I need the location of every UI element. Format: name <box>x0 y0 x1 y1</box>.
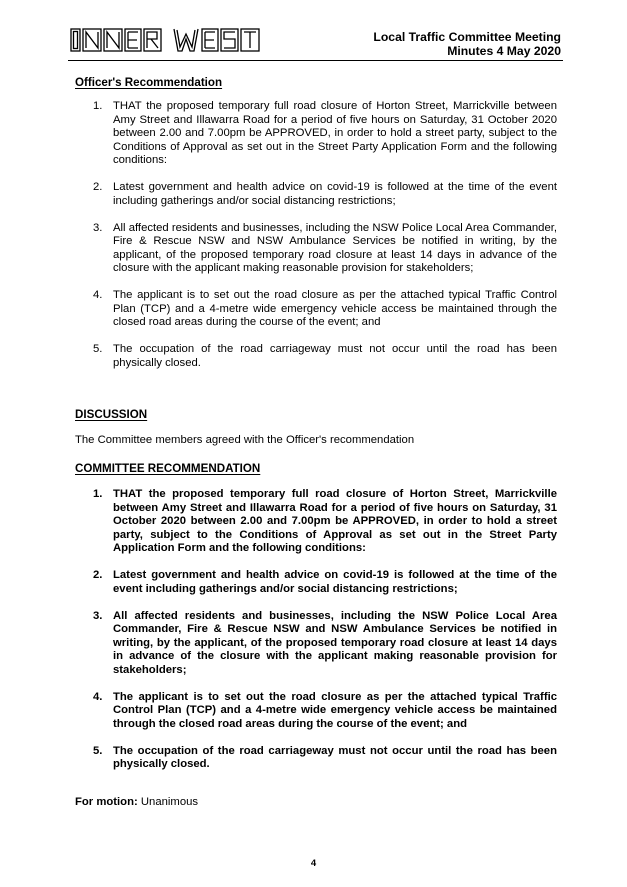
item-number: 3. <box>93 609 103 622</box>
recommendation-item <box>75 691 557 732</box>
recommendation-item <box>75 745 557 772</box>
item-text: The occupation of the road carriageway must not occur until the road has been physically closed. <box>113 343 557 369</box>
item-number: 4. <box>93 289 103 301</box>
page-number: 4 <box>310 858 317 869</box>
item-number: 1. <box>93 100 103 112</box>
item-text: Latest government and health advice on covid-19 is followed at the time of the event including gatherings and/or social distancing restrictions; <box>113 181 557 207</box>
committee-recommendation-heading: COMMITTEE RECOMMENDATION <box>75 462 261 475</box>
recommendation-item <box>75 488 557 556</box>
item-text: THAT the proposed temporary full road closure of Horton Street, Marrickville between Amy Street and Illawarra Road for a period of five hours on Saturday, 31 October 2020 between 2.00 and 7.00pm be APPROVED, in order to hold a street party, subject to the Conditions of Approval as set out in the Street Party Application Form and the following conditions: <box>113 488 557 554</box>
recommendation-item <box>75 222 557 276</box>
recommendation-item <box>75 181 557 208</box>
recommendation-item <box>75 610 557 678</box>
motion-line <box>75 796 198 808</box>
officers-recommendation-heading: Officer's Recommendation <box>75 76 223 89</box>
item-number: 5. <box>93 744 103 757</box>
meeting-date: Minutes 4 May 2020 <box>447 44 561 58</box>
motion-value: Unanimous <box>140 796 199 808</box>
recommendation-item <box>75 289 557 330</box>
item-number: 3. <box>93 221 103 234</box>
recommendation-item <box>75 100 557 168</box>
item-text: All affected residents and businesses, including the NSW Police Local Area Commander, Fire & Rescue NSW and NSW Ambulance Services be notified in writing, by the applicant, of the proposed temporary road closure at least 14 days in advance of the closure with the applicant making reasonable provision for stakeholders; <box>113 609 557 676</box>
officers-recommendation-list <box>75 100 557 384</box>
motion-label: For motion: <box>75 796 138 808</box>
item-number: 2. <box>93 181 103 193</box>
item-text: The applicant is to set out the road closure as per the attached typical Traffic Control Plan (TCP) and a 4-metre wide emergency vehicle access be maintained through the closed road areas during the course of the event; and <box>113 690 557 730</box>
recommendation-item <box>75 343 557 370</box>
item-text: THAT the proposed temporary full road closure of Horton Street, Marrickville between Amy Street and Illawarra Road for a period of five hours on Saturday, 31 October 2020 between 2.00 and 7.00pm be APPROVED, in order to hold a street party, subject to the Conditions of Approval as set out in the Street Party Application Form and the following conditions: <box>113 100 557 166</box>
item-text: The occupation of the road carriageway must not occur until the road has been physically closed. <box>113 744 557 770</box>
committee-recommendation-list <box>75 488 557 785</box>
meeting-title: Local Traffic Committee Meeting <box>373 30 561 44</box>
item-number: 4. <box>93 690 103 703</box>
inner-west-logo <box>70 27 270 53</box>
item-text: The applicant is to set out the road closure as per the attached typical Traffic Control Plan (TCP) and a 4-metre wide emergency vehicle access be maintained through the closed road areas during the course of the event; and <box>113 289 557 328</box>
item-number: 1. <box>93 488 103 500</box>
discussion-heading: DISCUSSION <box>75 408 148 421</box>
recommendation-item <box>75 569 557 596</box>
meeting-header <box>373 30 561 58</box>
discussion-text: The Committee members agreed with the Officer's recommendation <box>75 434 415 446</box>
header-divider <box>68 60 563 61</box>
item-text: All affected residents and businesses, including the NSW Police Local Area Commander, Fire & Rescue NSW and NSW Ambulance Services be notified in writing, by the applicant, of the proposed temporary road closure at least 14 days in advance of the closure with the applicant making reasonable provision for stakeholders; <box>113 221 557 274</box>
item-number: 5. <box>93 343 103 355</box>
item-text: Latest government and health advice on covid-19 is followed at the time of the event including gatherings and/or social distancing restrictions; <box>113 569 557 595</box>
item-number: 2. <box>93 569 103 581</box>
